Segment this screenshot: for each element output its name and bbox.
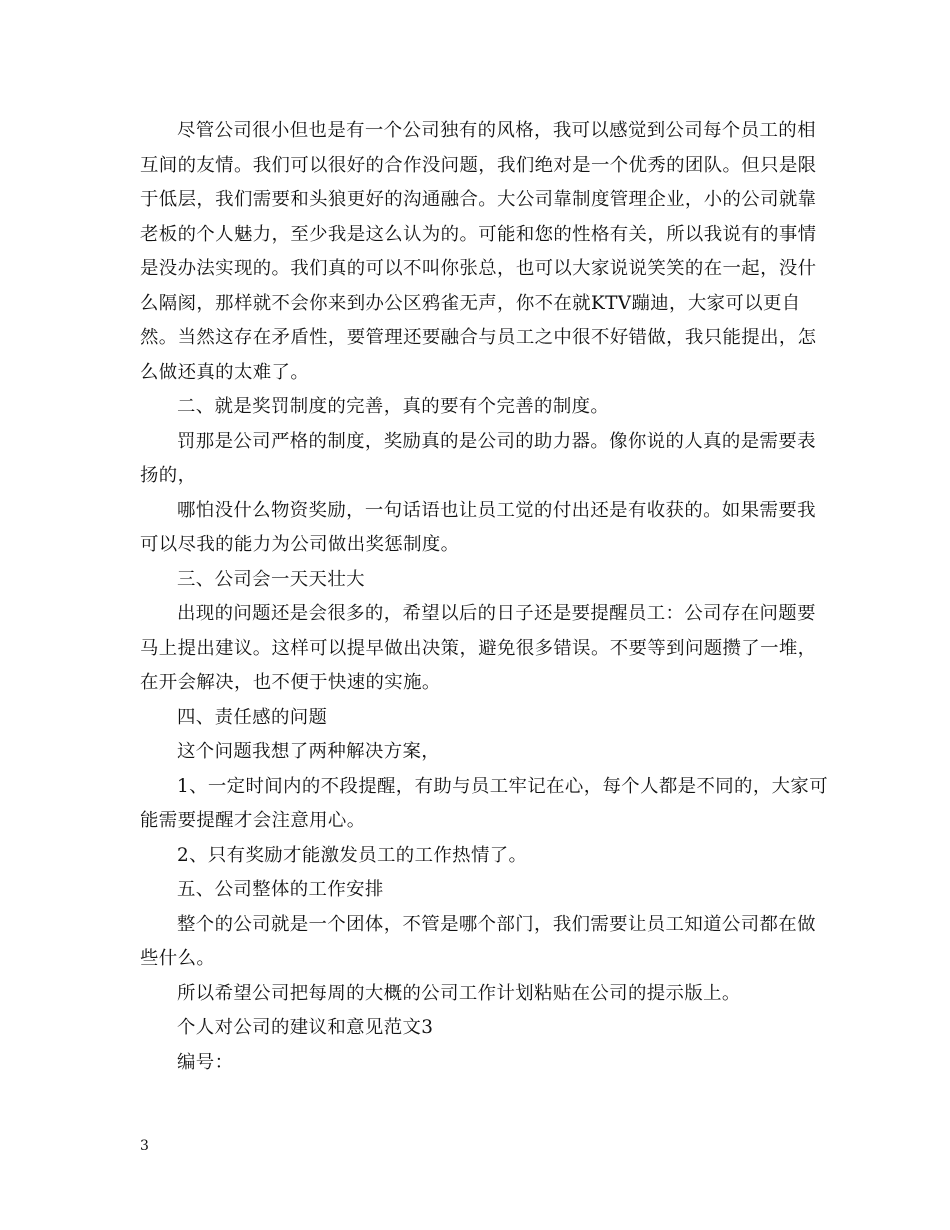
page-number: 3	[140, 1138, 149, 1154]
paragraph-responsibility-heading: 四、责任感的问题	[177, 706, 328, 728]
paragraph-problems: 出现的问题还是会很多的，希望以后的日子还是要提醒员工：公司存在问题要马上提出建议。这样可以提早做出决策，避免很多错误。不要等到问题攒了一堆，在开会解决，也不便于快速的实施。	[140, 603, 817, 693]
paragraph-growth-heading: 三、公司会一天天壮大	[177, 568, 365, 590]
paragraph-punishment: 罚那是公司严格的制度，奖励真的是公司的助力器。像你说的人真的是需要表扬的，	[140, 430, 816, 486]
paragraph-team: 整个的公司就是一个团体，不管是哪个部门，我们需要让员工知道公司都在做些什么。	[140, 913, 816, 969]
paragraph-solution-1: 1、一定时间内的不段提醒，有助与员工牢记在心，每个人都是不同的，大家可能需要提醒才会注意用心。	[140, 775, 828, 831]
paragraph-weekly-plan: 所以希望公司把每周的大概的公司工作计划粘贴在公司的提示版上。	[177, 982, 741, 1004]
paragraph-solution-2: 2、只有奖励才能激发员工的工作热情了。	[177, 844, 528, 866]
paragraph-solutions-intro: 这个问题我想了两种解决方案，	[177, 741, 441, 762]
document-body	[140, 114, 830, 1080]
section-title: 个人对公司的建议和意见范文3	[177, 1017, 434, 1038]
serial-number-label: 编号：	[177, 1051, 234, 1073]
paragraph-company-style: 尽管公司很小但也是有一个公司独有的风格，我可以感觉到公司每个员工的相互间的友情。我们可以很好的合作没问题，我们绝对是一个优秀的团队。但只是限于低层，我们需要和头狼更好的沟通融合。大公司靠制度管理企业，小的公司就靠老板的个人魅力，至少我是这么认为的。可能和您的性格有关，所以我说有的事情是没办法实现的。我们真的可以不叫你张总，也可以大家说说笑笑的在一起，没什么隔阂，那样就不会你来到办公区鸦雀无声，你不在就KTV蹦迪，大家可以更自然。当然这存在矛盾性，要管理还要融合与员工之中很不好错做，我只能提出，怎么做还真的太难了。	[140, 120, 817, 383]
paragraph-rewards: 哪怕没什么物资奖励，一句话语也让员工觉的付出还是有收获的。如果需要我可以尽我的能力为公司做出奖惩制度。	[140, 499, 816, 555]
paragraph-reward-punishment-heading: 二、就是奖罚制度的完善，真的要有个完善的制度。	[177, 396, 610, 417]
paragraph-work-arrangement-heading: 五、公司整体的工作安排	[177, 879, 384, 900]
